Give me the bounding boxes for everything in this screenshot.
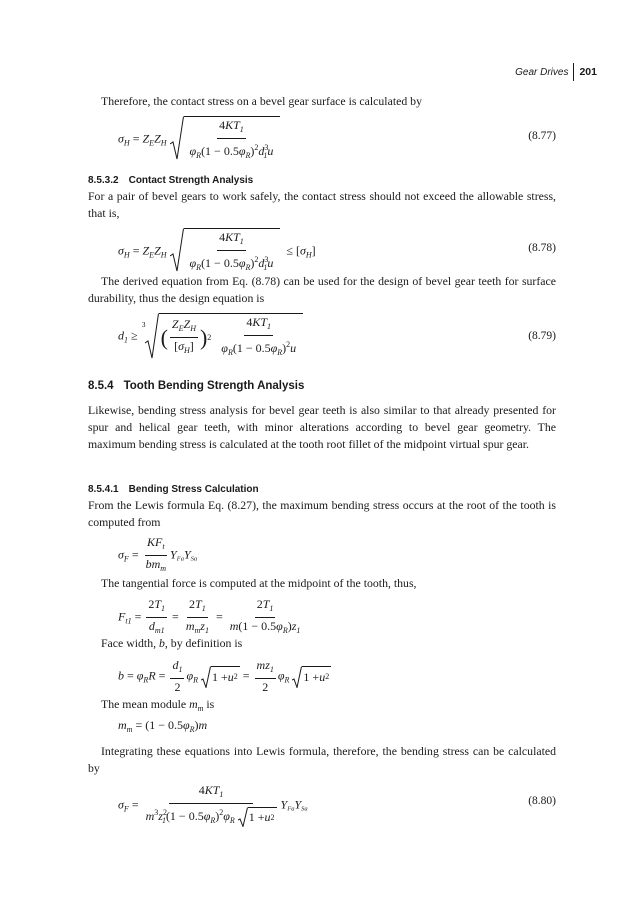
section-number: 8.5.3.2	[88, 175, 119, 186]
equation-face-width: $b = \varphi_RR$ = $\frac{d_1}{2}$ $\varphi_R$ 1 + u 2 = $\frac{mz_1}{2}$ $\varphi_R$ 1 + u 2	[118, 658, 330, 694]
variable-mm: $m_m$	[189, 697, 204, 713]
paragraph-face-width	[88, 635, 556, 652]
paragraph-mean-module	[88, 696, 556, 717]
section-title: Bending Stress Calculation	[128, 484, 259, 495]
equation-8-78: $\sigma_H = Z_EZ_H$ $\frac{4KT_1}{\varphi_R(1 - 0.5\varphi_R)^2d^3_1u}$ ≤ $[\sigma_H]$	[118, 228, 316, 275]
paragraph-integrating: Integrating these equations into Lewis formula, therefore, the bending stress can be calculated by	[88, 744, 556, 775]
paragraph-allowable-stress: For a pair of bevel gears to work safely, the contact stress should not exceed the allowable stress, that is,	[88, 189, 556, 220]
paragraph-tangential-force: The tangential force is computed at the midpoint of the tooth, thus,	[101, 576, 417, 590]
section-number: 8.5.4	[88, 380, 114, 392]
equation-lewis-bending-stress: $\sigma_F$ = $\frac{KF_t}{bm_m}$ YFaYSa	[118, 535, 198, 573]
equation-8-77: $\sigma_H = Z_EZ_H$ $\frac{4KT_1}{\varphi_R(1 - 0.5\varphi_R)^2d^3_1u}$	[118, 116, 280, 163]
paragraph-contact-stress-intro: Therefore, the contact stress on a bevel gear surface is calculated by	[101, 94, 422, 108]
section-heading-8-5-4	[88, 380, 304, 392]
variable-b: b	[159, 636, 165, 650]
equation-8-79: $d_1$ ≥ 3 ( $\frac{Z_EZ_H}{[\sigma_H]}$ ) 2 $\frac{4KT_1}{\varphi_R(1 - 0.5\varphi_R)^2u}$	[118, 313, 303, 360]
paragraph-lewis-formula: From the Lewis formula Eq. (8.27), the maximum bending stress occurs at the root of the tooth is computed from	[88, 498, 556, 529]
section-number: 8.5.4.1	[88, 484, 119, 495]
section-heading-8-5-3-2	[88, 175, 253, 186]
header-title: Gear Drives	[515, 66, 569, 78]
equation-number-8-78: (8.78)	[528, 242, 556, 254]
cube-root-sign: 3 ( $\frac{Z_EZ_H}{[\sigma_H]}$ ) 2 $\frac{4KT_1}{\varphi_R(1 - 0.5\varphi_R)^2u}$	[141, 313, 304, 360]
text-fragment: The mean module	[101, 697, 190, 711]
paragraph-bending-analysis: Likewise, bending stress analysis for bevel gear teeth is also similar to that already presented for spur and helical gear teeth, with minor alterations according to bevel gear geometry. The maximum bending stress is calculated at the tooth root fillet of the midpoint virtual spur gear.	[88, 403, 556, 451]
sqrt-sign: $\frac{4KT_1}{\varphi_R(1 - 0.5\varphi_R)^2d^3_1u}$	[170, 116, 281, 163]
text-fragment: , by definition is	[164, 636, 243, 650]
equation-8-80: $\sigma_F$ = $4KT_1$ $m^3z^2_1(1 - 0.5\varphi_R)^2\varphi_R$ 1 + u 2 YFaYSa	[118, 783, 308, 828]
page-number: 201	[579, 66, 597, 78]
sqrt-sign: $\frac{4KT_1}{\varphi_R(1 - 0.5\varphi_R)^2d^3_1u}$	[170, 228, 281, 275]
paragraph-design-equation: The derived equation from Eq. (8.78) can be used for the design of bevel gear teeth for surface durability, thus the design equation is	[88, 274, 556, 305]
text-fragment: Face width,	[101, 636, 159, 650]
section-title: Tooth Bending Strength Analysis	[123, 380, 305, 392]
svg-text:3: 3	[141, 321, 146, 329]
header-divider	[573, 63, 574, 81]
equation-number-8-79: (8.79)	[528, 330, 556, 342]
text-fragment: is	[203, 697, 215, 711]
equation-mean-module: $m_m = (1 - 0.5\varphi_R)m$	[118, 718, 208, 734]
section-title: Contact Strength Analysis	[128, 175, 254, 186]
equation-number-8-80: (8.80)	[528, 795, 556, 807]
section-heading-8-5-4-1	[88, 484, 259, 495]
running-header	[515, 63, 597, 81]
equation-tangential-force: $F_{t1}$ = $\frac{2T_1}{d_{m1}}$ = $\frac{2T_1}{m_mz_1}$ = $\frac{2T_1}{m(1 - 0.5\varphi_R)z_1}$	[118, 597, 301, 635]
equation-number-8-77: (8.77)	[528, 130, 556, 142]
